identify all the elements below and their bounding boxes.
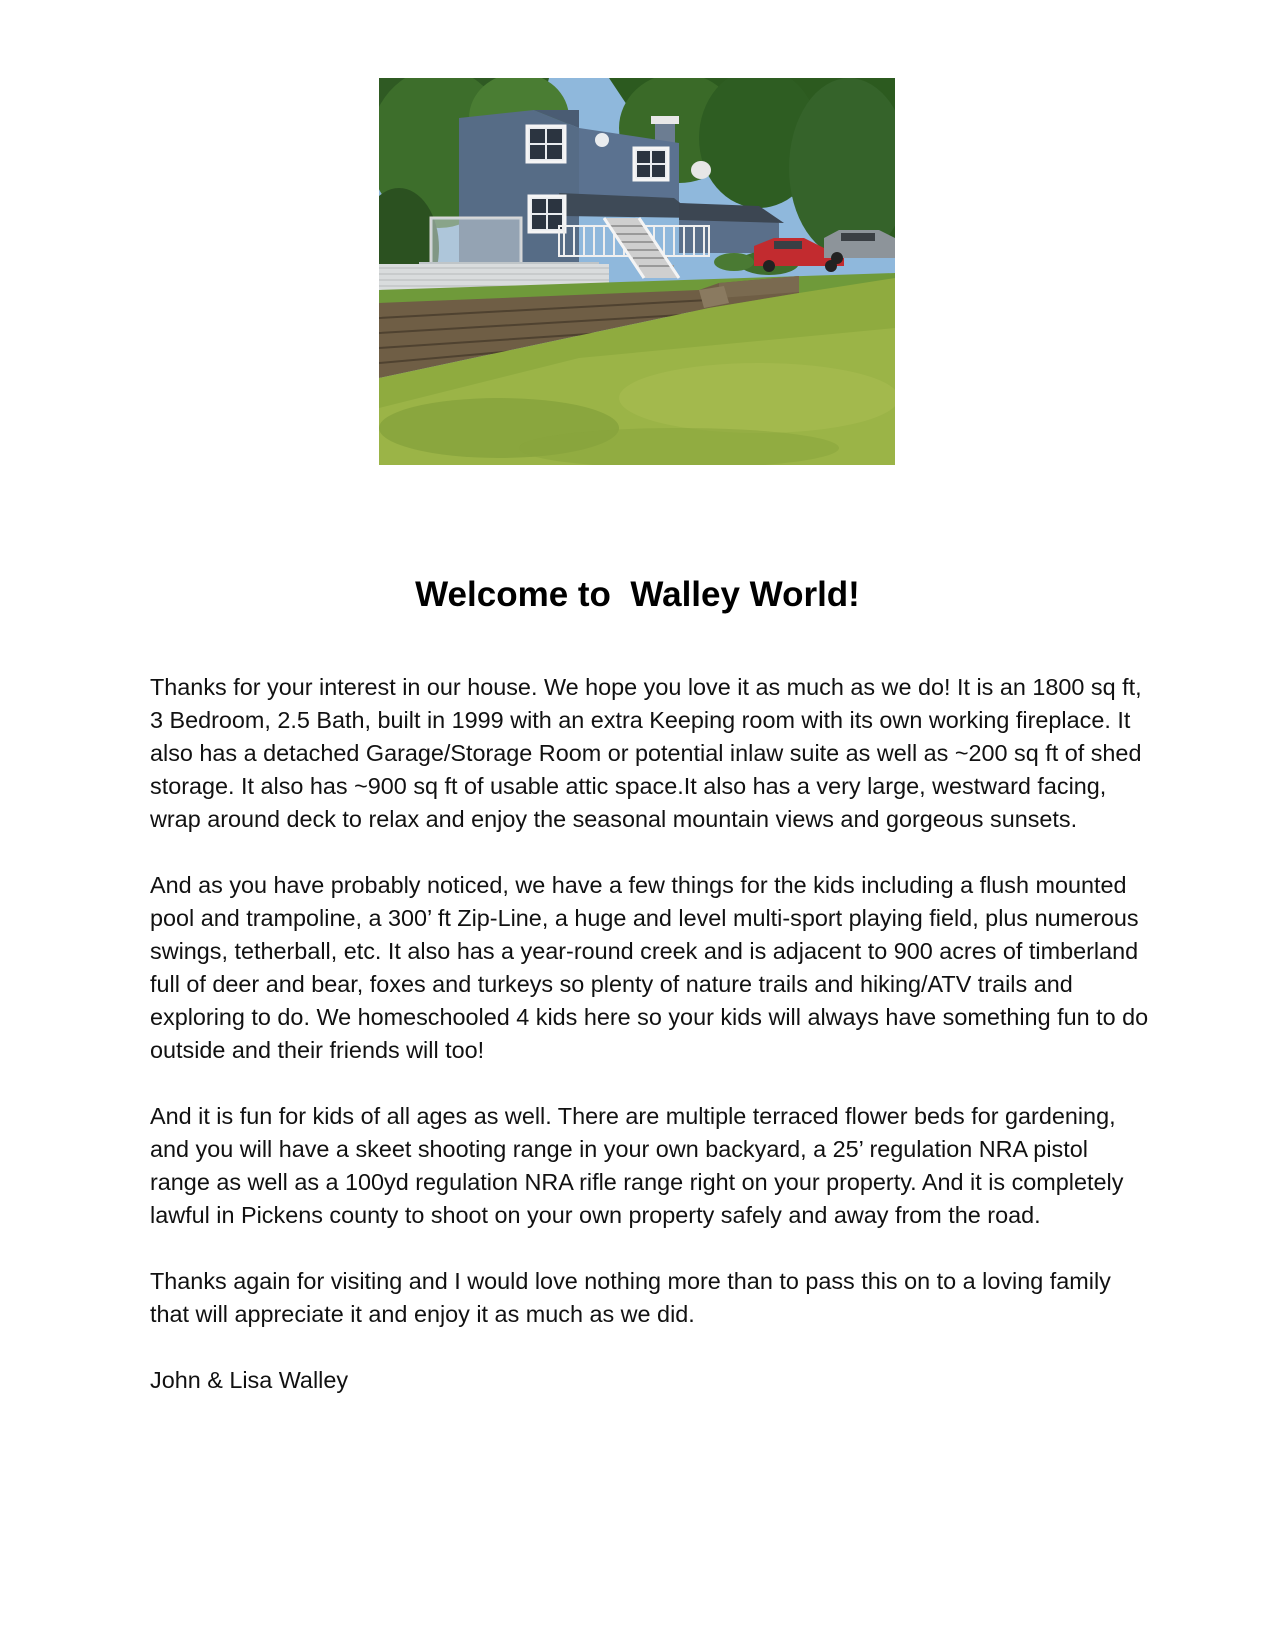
paragraph-all-ages: And it is fun for kids of all ages as well. There are multiple terraced flower beds for gardening, and you will have a skeet shooting range in your own backyard, a 25’ regulation NRA pistol range as well as a 100yd regulation NRA rifle range right on your property. And it is completely lawful in Pickens county to shoot on your own property safely and away from the road. [150, 1103, 1124, 1228]
paragraph-house-details: Thanks for your interest in our house. We hope you love it as much as we do! It is an 1800 sq ft, 3 Bedroom, 2.5 Bath, built in 1999 with an extra Keeping room with its own working fireplace. It also has a detached Garage/Storage Room or potential inlaw suite as well as ~200 sq ft of shed storage. It also has ~900 sq ft of usable attic space.It also has a very large, westward facing, wrap around deck to relax and enjoy the seasonal mountain views and gorgeous sunsets. [150, 674, 1142, 832]
paragraph-kids-activities: And as you have probably noticed, we have a few things for the kids including a flush mounted pool and trampoline, a 300’ ft Zip-Line, a huge and level multi-sport playing field, plus numerous swings, tetherball, etc. It also has a year-round creek and is adjacent to 900 acres of timberland full of deer and bear, foxes and turkeys so plenty of nature trails and hiking/ATV trails and exploring to do. We homeschooled 4 kids here so your kids will always have something fun to do outside and their friends will too! [150, 872, 1149, 1063]
signature: John & Lisa Walley [150, 1367, 349, 1393]
page-title: Welcome to Walley World! [415, 575, 860, 614]
paragraph-thanks: Thanks again for visiting and I would love nothing more than to pass this on to a loving family that will appreciate it and enjoy it as much as we did. [150, 1268, 1111, 1327]
letter-body [150, 671, 1150, 1397]
house-photo [379, 78, 895, 465]
